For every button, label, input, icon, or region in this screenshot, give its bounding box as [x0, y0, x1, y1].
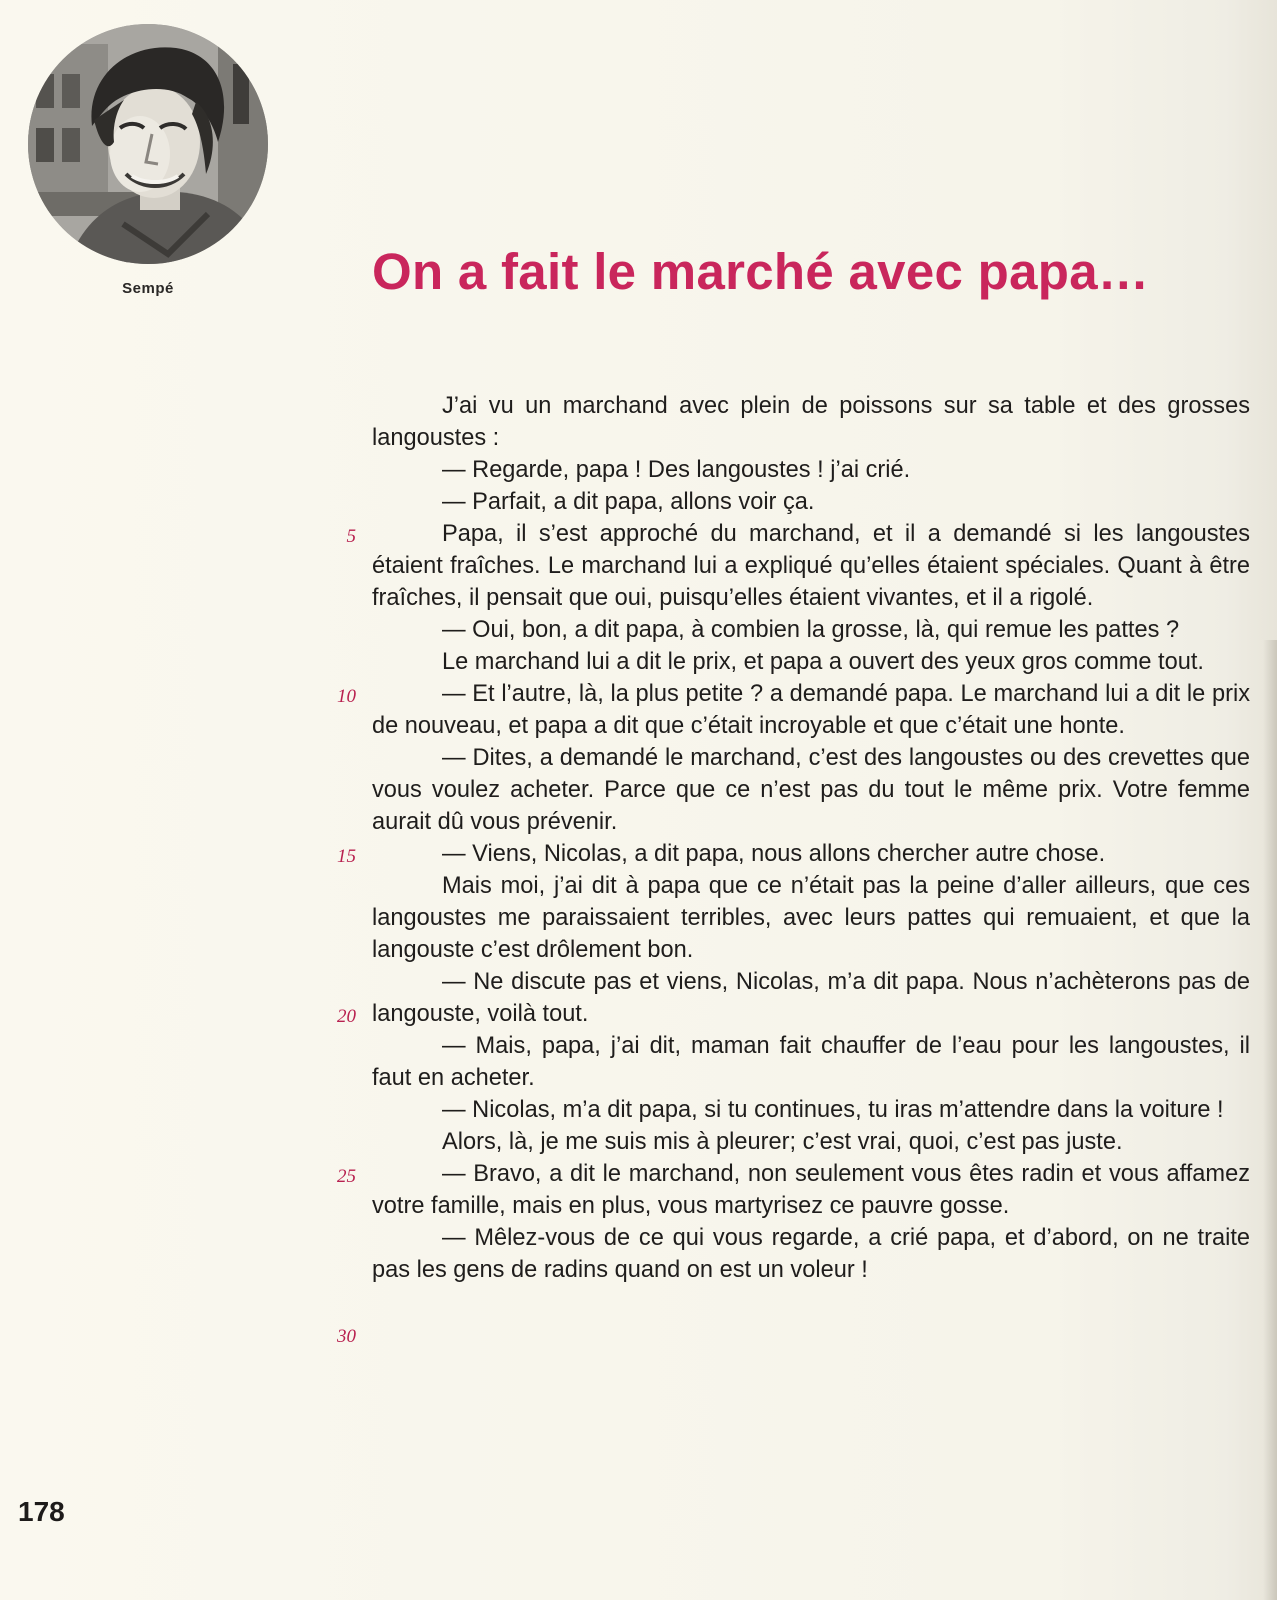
portrait-caption: Sempé: [122, 280, 174, 297]
line-number-20: 20: [337, 1006, 356, 1027]
story-text: [372, 390, 1250, 1286]
line-number-15: 15: [337, 846, 356, 867]
line-number-30: 30: [337, 1326, 356, 1347]
paragraph: Le marchand lui a dit le prix, et papa a ouvert des yeux gros comme tout.: [442, 649, 1204, 675]
paragraph: J’ai vu un marchand avec plein de poissons sur sa table et des grosses langoustes :: [372, 393, 1250, 451]
paragraph: — Viens, Nicolas, a dit papa, nous allons chercher autre chose.: [442, 841, 1106, 867]
paragraph: Alors, là, je me suis mis à pleurer; c’est vrai, quoi, c’est pas juste.: [442, 1129, 1123, 1155]
line-number-25: 25: [337, 1166, 356, 1187]
paragraph: Mais moi, j’ai dit à papa que ce n’était pas la peine d’aller ailleurs, que ces langoustes me paraissaient terribles, avec leurs pattes qui remuaient, et que la langouste c’est drôlement bon.: [372, 873, 1250, 963]
page-number: 178: [18, 1496, 65, 1527]
paragraph: — Dites, a demandé le marchand, c’est des langoustes ou des crevettes que vous voulez acheter. Parce que ce n’est pas du tout le même prix. Votre femme aurait dû vous prévenir.: [372, 745, 1250, 835]
paragraph: — Oui, bon, a dit papa, à combien la grosse, là, qui remue les pattes ?: [442, 617, 1180, 643]
line-number-5: 5: [346, 526, 356, 547]
paragraph: — Bravo, a dit le marchand, non seulement vous êtes radin et vous affamez votre famille, mais en plus, vous martyrisez ce pauvre gosse.: [372, 1161, 1250, 1219]
paragraph: — Nicolas, m’a dit papa, si tu continues, tu iras m’attendre dans la voiture !: [442, 1097, 1224, 1123]
author-portrait: [28, 24, 268, 264]
paragraph: — Mais, papa, j’ai dit, maman fait chauffer de l’eau pour les langoustes, il faut en acheter.: [372, 1033, 1250, 1091]
line-number-10: 10: [337, 686, 356, 707]
paragraph: Papa, il s’est approché du marchand, et il a demandé si les langoustes étaient fraîches. Le marchand lui a expliqué qu’elles étaient spéciales. Quant à être fraîches, il pensait que oui, puisqu’elles étaient vivantes, et il a rigolé.: [372, 521, 1250, 611]
paragraph: — Ne discute pas et viens, Nicolas, m’a dit papa. Nous n’achèterons pas de langouste, voilà tout.: [372, 969, 1250, 1027]
portrait-photo: [28, 24, 268, 264]
paragraph: — Parfait, a dit papa, allons voir ça.: [442, 489, 815, 515]
paragraph: — Regarde, papa ! Des langoustes ! j’ai crié.: [442, 457, 911, 483]
paragraph: — Et l’autre, là, la plus petite ? a demandé papa. Le marchand lui a dit le prix de nouveau, et papa a dit que c’était incroyable et que c’était une honte.: [372, 681, 1250, 739]
paragraph: — Mêlez-vous de ce qui vous regarde, a crié papa, et d’abord, on ne traite pas les gens de radins quand on est un voleur !: [372, 1225, 1250, 1283]
page-edge-shadow: [1263, 640, 1277, 1600]
page-title: On a fait le marché avec papa…: [372, 243, 1150, 300]
